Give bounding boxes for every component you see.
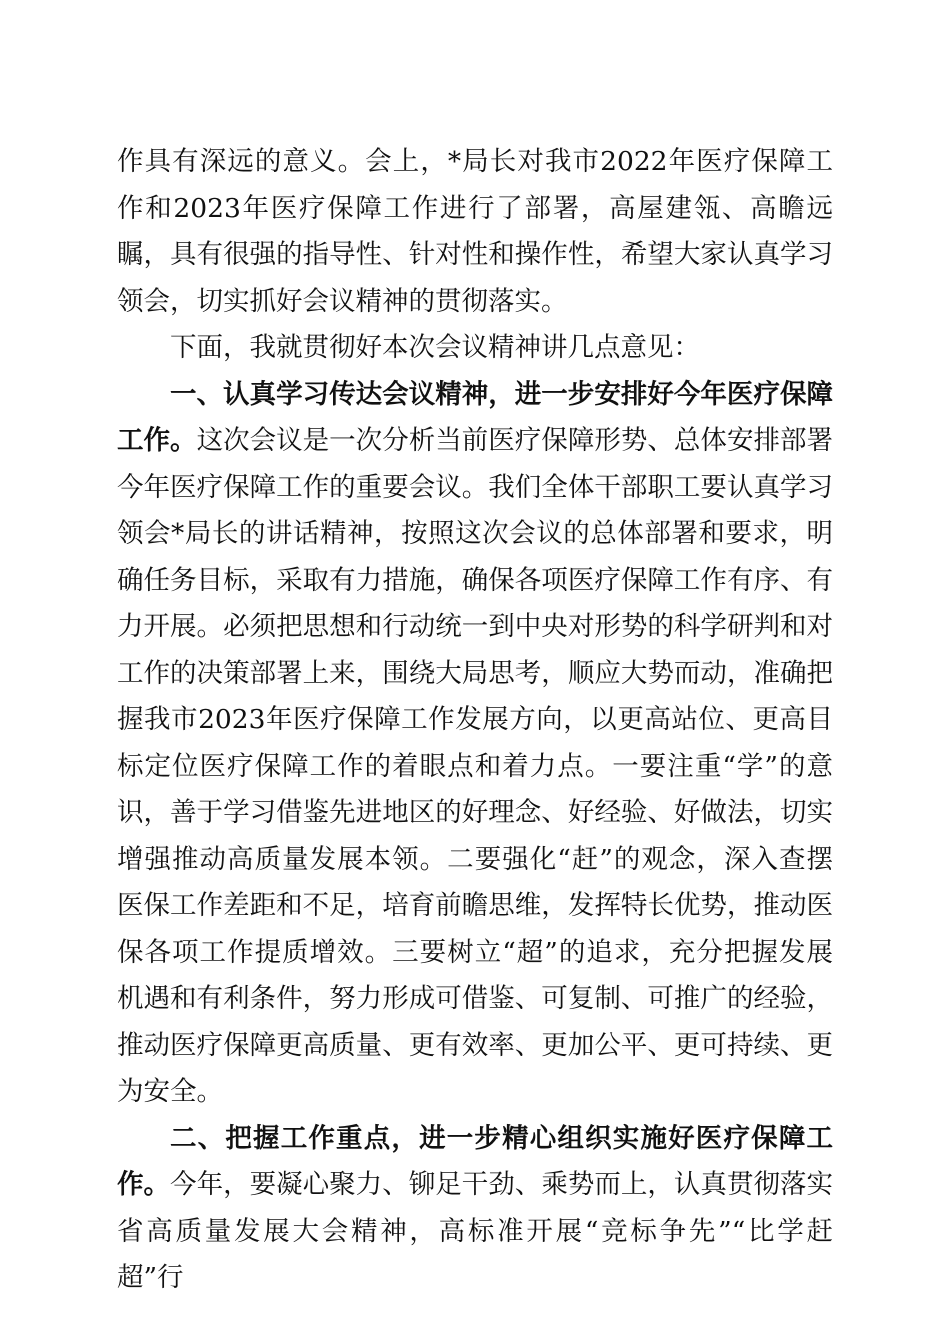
paragraph-continuation: 作具有深远的意义。会上，*局长对我市2022年医疗保障工作和2023年医疗保障工作进行了部署，高屋建瓴、高瞻远瞩，具有很强的指导性、针对性和操作性，希望大家认真学习领会，切实抓好会议精神的贯彻落实。 [117,146,833,317]
section-2-heading: 二、把握工作重点，进一步精心组织实施好医疗保障工作。 [117,1122,833,1200]
paragraph-section-2 [117,1116,833,1302]
section-1-body: 这次会议是一次分析当前医疗保障形势、总体安排部署今年医疗保障工作的重要会议。我们全体干部职工要认真学习领会*局长的讲话精神，按照这次会议的总体部署和要求，明确任务目标，采取有力措施，确保各项医疗保障工作有序、有力开展。必须把思想和行动统一到中央对形势的科学研判和对工作的决策部署上来，围绕大局思考，顺应大势而动，准确把握我市2023年医疗保障工作发展方向，以更高站位、更高目标定位医疗保障工作的着眼点和着力点。一要注重“学”的意识，善于学习借鉴先进地区的好理念、好经验、好做法，切实增强推动高质量发展本领。二要强化“赶”的观念，深入查摆医保工作差距和不足，培育前瞻思维，发挥特长优势，推动医保各项工作提质增效。三要树立“超”的追求，充分把握发展机遇和有利条件，努力形成可借鉴、可复制、可推广的经验，推动医疗保障更高质量、更有效率、更加公平、更可持续、更为安全。 [117,425,834,1107]
section-2-body: 今年，要凝心聚力、铆足干劲、乘势而上，认真贯彻落实省高质量发展大会精神，高标准开展“竞标争先”“比学赶超”行 [117,1169,834,1293]
section-1-heading: 一、认真学习传达会议精神，进一步安排好今年医疗保障工作。 [117,378,833,456]
document-body [117,139,833,1302]
paragraph-section-1 [117,372,833,1116]
paragraph-intro: 下面，我就贯彻好本次会议精神讲几点意见： [170,332,700,363]
